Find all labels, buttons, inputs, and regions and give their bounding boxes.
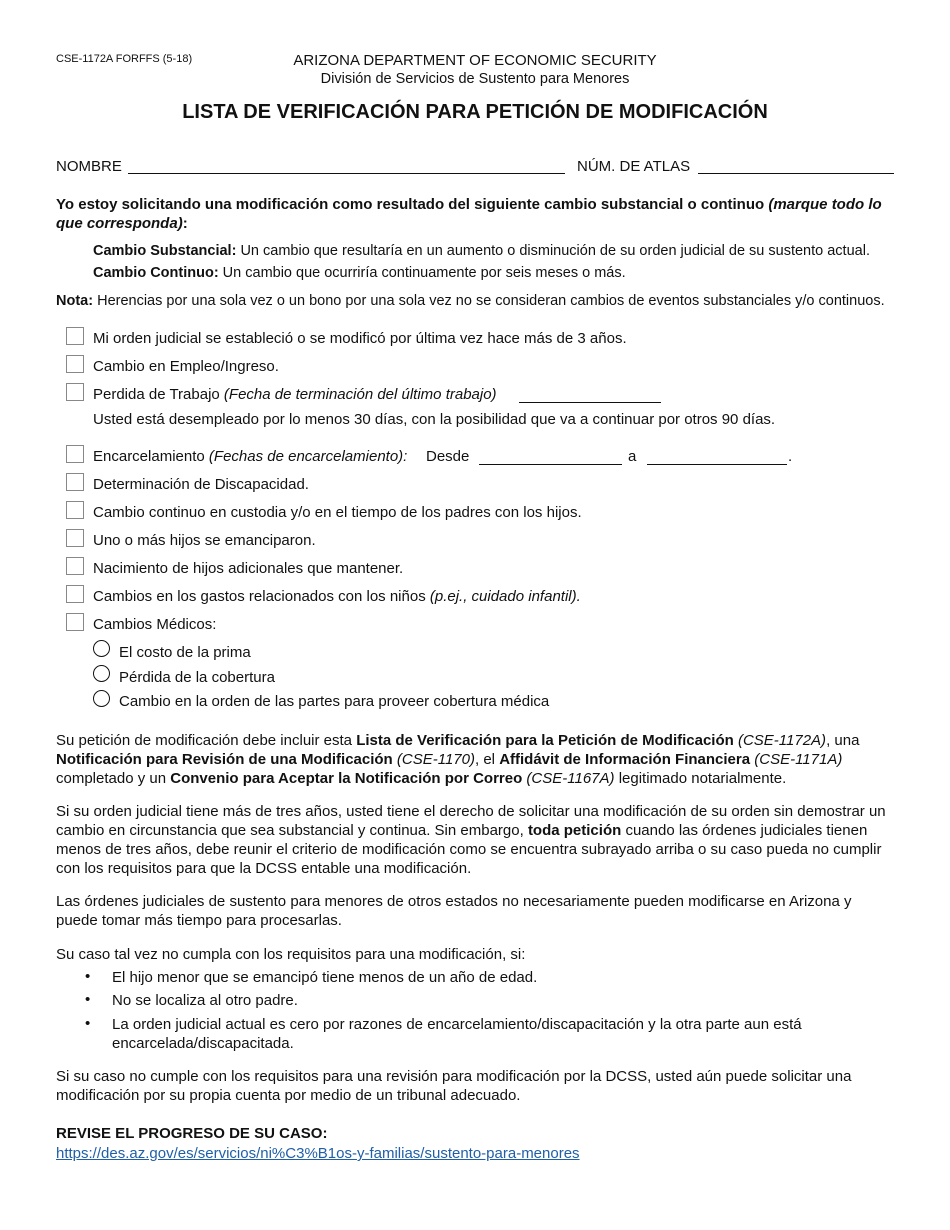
medical-option-label: Pérdida de la cobertura xyxy=(119,669,275,686)
case-progress-link[interactable]: https://des.az.gov/es/servicios/ni%C3%B1os-y-familias/sustento-para-menores xyxy=(56,1145,580,1162)
checklist-item-label: Cambio continuo en custodia y/o en el tiempo de los padres con los hijos. xyxy=(93,504,582,521)
substantial-change-definition: Cambio Substancial: Un cambio que resultaría en un aumento o disminución de su orden judicial de su sustento actual. xyxy=(93,243,870,259)
checklist-item-label: Perdida de Trabajo (Fecha de terminación del último trabajo) xyxy=(93,386,497,403)
note: Nota: Herencias por una sola vez o un bono por una sola vez no se consideran cambios de eventos substanciales y/o continuos. xyxy=(56,293,885,309)
incarceration-to-field[interactable] xyxy=(647,464,787,465)
checklist-item-label: Encarcelamiento (Fechas de encarcelamiento): xyxy=(93,448,408,465)
form-number: CSE-1172A FORFFS (5-18) xyxy=(56,53,193,65)
checklist-item-label: Cambio en Empleo/Ingreso. xyxy=(93,358,279,375)
unemployment-note: Usted está desempleado por lo menos 30 días, con la posibilidad que va a continuar por otros 90 días. xyxy=(93,411,776,428)
checkbox-employment-income[interactable] xyxy=(66,355,84,373)
checkbox-additional-children[interactable] xyxy=(66,557,84,575)
page-title: LISTA DE VERIFICACIÓN PARA PETICIÓN DE MODIFICACIÓN xyxy=(182,101,768,123)
atlas-number-field[interactable] xyxy=(698,173,894,174)
checkbox-medical-changes[interactable] xyxy=(66,613,84,631)
division-name: División de Servicios de Sustento para Menores xyxy=(320,71,630,87)
radio-coverage-loss[interactable] xyxy=(93,665,110,682)
period: . xyxy=(788,448,793,465)
checklist-item-label: Uno o más hijos se emanciparon. xyxy=(93,532,316,549)
checklist-item-label: Determinación de Discapacidad. xyxy=(93,476,309,493)
checkbox-child-expenses[interactable] xyxy=(66,585,84,603)
three-year-paragraph: Si su orden judicial tiene más de tres años, usted tiene el derecho de solicitar una modificación de su orden sin demostrar un cambio en circunstancia que sea substancial y continua. Sin embargo, toda petición cuando las órdenes judiciales tienen menos de tres años, debe reunir el criterio de modificación como se encuentra subrayado arriba o su caso pueda no cumplir con los requisitos para que la DCSS entable una modificación. xyxy=(56,803,886,877)
medical-option-label: El costo de la prima xyxy=(119,644,251,661)
intro-text: Yo estoy solicitando una modificación como resultado del siguiente cambio substancial o continuo (marque todo lo que corresponda): xyxy=(56,196,882,232)
checkbox-emancipation[interactable] xyxy=(66,529,84,547)
to-label: a xyxy=(628,448,637,465)
other-states-paragraph: Las órdenes judiciales de sustento para menores de otros estados no necesariamente pueden modificarse en Arizona y puede tomar más tiempo para procesarlas. xyxy=(56,893,852,929)
name-label: NOMBRE xyxy=(56,158,122,175)
bullet-item: La orden judicial actual es cero por razones de encarcelamiento/discapacitación y la otra parte aun está encarcelada/discapacitada. xyxy=(112,1016,802,1052)
checkbox-incarceration[interactable] xyxy=(66,445,84,463)
checklist-item-label: Cambios en los gastos relacionados con los niños (p.ej., cuidado infantil). xyxy=(93,588,581,605)
continuous-change-definition: Cambio Continuo: Un cambio que ocurriría continuamente por seis meses o más. xyxy=(93,265,626,281)
bullet: • xyxy=(85,991,91,1008)
atlas-label: NÚM. DE ATLAS xyxy=(577,158,691,175)
bullet-item: No se localiza al otro padre. xyxy=(112,992,298,1009)
name-field[interactable] xyxy=(128,173,565,174)
eligibility-intro: Su caso tal vez no cumpla con los requisitos para una modificación, si: xyxy=(56,946,526,963)
radio-coverage-order-change[interactable] xyxy=(93,690,110,707)
medical-option-label: Cambio en la orden de las partes para proveer cobertura médica xyxy=(119,693,550,710)
bullet: • xyxy=(85,1015,91,1032)
required-documents-paragraph: Su petición de modificación debe incluir esta Lista de Verificación para la Petición de Modificación (CSE-1172A), una Notificación para Revisión de una Modificación (CSE-1170), el Affidávit de Información Financiera (CSE-1171A) completado y un Convenio para Aceptar la Notificación por Correo (CSE-1167A) legitimado notarialmente. xyxy=(56,732,860,787)
checkbox-disability[interactable] xyxy=(66,473,84,491)
review-progress-heading: REVISE EL PROGRESO DE SU CASO: xyxy=(56,1125,328,1142)
from-label: Desde xyxy=(426,448,470,465)
checkbox-custody-change[interactable] xyxy=(66,501,84,519)
court-option-paragraph: Si su caso no cumple con los requisitos para una revisión para modificación por la DCSS, usted aún puede solicitar una modificación por su propia cuenta por medio de un tribunal adecuado. xyxy=(56,1068,852,1104)
job-end-date-field[interactable] xyxy=(519,402,661,403)
checklist-item-label: Mi orden judicial se estableció o se modificó por última vez hace más de 3 años. xyxy=(93,330,627,347)
bullet: • xyxy=(85,968,91,985)
checklist-item-label: Cambios Médicos: xyxy=(93,616,217,633)
agency-name: ARIZONA DEPARTMENT OF ECONOMIC SECURITY xyxy=(293,52,657,69)
bullet-item: El hijo menor que se emancipó tiene menos de un año de edad. xyxy=(112,969,538,986)
checkbox-job-loss[interactable] xyxy=(66,383,84,401)
radio-premium-cost[interactable] xyxy=(93,640,110,657)
incarceration-from-field[interactable] xyxy=(479,464,622,465)
checklist-item-label: Nacimiento de hijos adicionales que mantener. xyxy=(93,560,404,577)
checkbox-order-over-3-years[interactable] xyxy=(66,327,84,345)
